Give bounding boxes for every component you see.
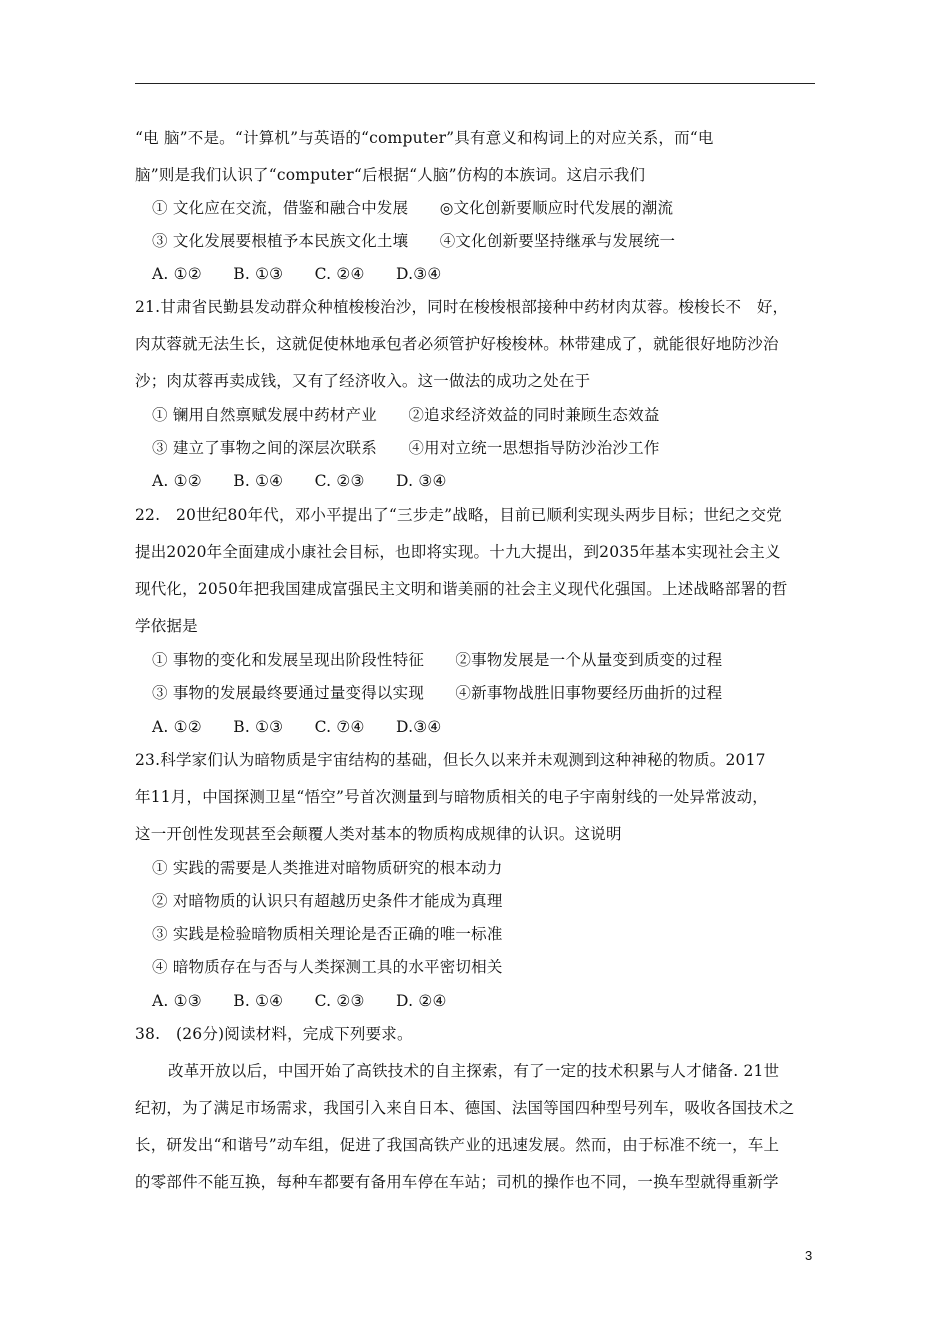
question-21: 21.甘肃省民勤县发动群众种植梭梭治沙，同时在梭梭根部接种中药材肉苁蓉。梭梭长不 好， xyxy=(135,298,789,316)
text-line: 这一开创性发现甚至会颠覆人类对基本的物质构成规律的认识。这说明 xyxy=(135,825,622,843)
text-line: 肉苁蓉就无法生长，这就促使林地承包者必须管护好梭梭林。林带建成了，就能很好地防沙治 xyxy=(135,335,779,353)
option-line: ④ 暗物质存在与否与人类探测工具的水平密切相关 xyxy=(152,958,503,976)
material-paragraph-line: 长，研发出“和谐号”动车组，促进了我国高铁产业的迅速发展。然而，由于标准不统一，车上 xyxy=(135,1136,780,1154)
question-22: 22. 20世纪80年代，邓小平提出了“三步走”战略，目前已顺利实现头两步目标；世纪之交党 xyxy=(135,506,782,524)
material-paragraph-line: 的零部件不能互换，每种车都要有备用车停在车站；司机的操作也不同，一换车型就得重新学 xyxy=(135,1173,779,1191)
answer-choices: A. ①③ B. ①④ C. ②③ D. ②④ xyxy=(152,992,447,1010)
text-line: 年11月，中国探测卫星“悟空”号首次测量到与暗物质相关的电子宇南射线的一处异常波动， xyxy=(135,788,768,806)
option-line: ③ 建立了事物之间的深层次联系 ④用对立统一思想指导防沙治沙工作 xyxy=(152,439,660,457)
material-paragraph-line: 改革开放以后，中国开始了高铁技术的自主探索，有了一定的技术积累与人才储备. 21世 xyxy=(168,1062,780,1080)
text-line: 提出2020年全面建成小康社会目标，也即将实现。十九大提出，到2035年基本实现社会主义 xyxy=(135,543,781,561)
option-line: ③ 实践是检验暗物质相关理论是否正确的唯一标准 xyxy=(152,925,503,943)
answer-choices: A. ①② B. ①③ C. ⑦④ D.③④ xyxy=(152,718,442,736)
header-rule xyxy=(135,83,815,84)
option-line: ① 文化应在交流，借鉴和融合中发展 ◎文化创新要顺应时代发展的潮流 xyxy=(152,199,674,217)
question-38: 38. (26分)阅读材料，完成下列要求。 xyxy=(135,1025,413,1043)
option-line: ③ 文化发展要根植予本民族文化土壤 ④文化创新要坚持继承与发展统一 xyxy=(152,232,676,250)
option-line: ① 镧用自然禀赋发展中药材产业 ②追求经济效益的同时兼顾生态效益 xyxy=(152,406,660,424)
option-line: ③ 事物的发展最终要通过量变得以实现 ④新事物战胜旧事物要经历曲折的过程 xyxy=(152,684,723,702)
text-line: 现代化，2050年把我国建成富强民主文明和谐美丽的社会主义现代化强国。上述战略部署的哲 xyxy=(135,580,788,598)
answer-choices: A. ①② B. ①③ C. ②④ D.③④ xyxy=(152,265,442,283)
answer-choices: A. ①② B. ①④ C. ②③ D. ③④ xyxy=(152,472,447,490)
page-number: 3 xyxy=(805,1248,813,1263)
option-line: ① 实践的需要是人类推进对暗物质研究的根本动力 xyxy=(152,859,503,877)
text-line: 脑”则是我们认识了“computer“后根据“人脑”仿构的本族词。这启示我们 xyxy=(135,166,646,184)
option-line: ② 对暗物质的认识只有超越历史条件才能成为真理 xyxy=(152,892,503,910)
text-line: 学依据是 xyxy=(135,617,198,635)
text-line: “电 脑”不是。“计算机”与英语的“computer”具有意义和构词上的对应关系，而“电 xyxy=(135,129,714,147)
text-line: 沙；肉苁蓉再卖成钱，又有了经济收入。这一做法的成功之处在于 xyxy=(135,372,591,390)
question-23: 23.科学家们认为暗物质是宇宙结构的基础，但长久以来并未观测到这种神秘的物质。2017 xyxy=(135,751,766,769)
material-paragraph-line: 纪初，为了满足市场需求，我国引入来自日本、德国、法国等国四种型号列车，吸收各国技术之 xyxy=(135,1099,795,1117)
option-line: ① 事物的变化和发展呈现出阶段性特征 ②事物发展是一个从量变到质变的过程 xyxy=(152,651,723,669)
